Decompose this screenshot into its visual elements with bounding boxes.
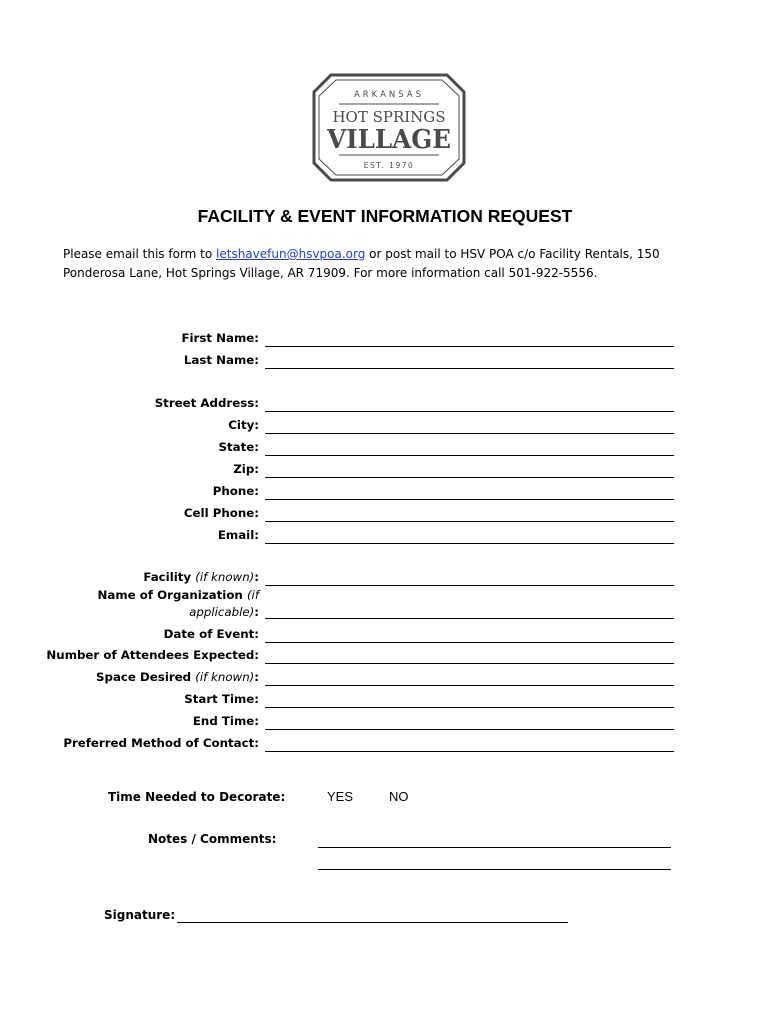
space-label-text: Space Desired [96, 670, 192, 684]
city-field[interactable] [265, 433, 674, 434]
facility-label: Facility (if known): [143, 570, 259, 584]
logo-arkansas: ARKANSAS [353, 90, 425, 100]
email-row [0, 524, 770, 544]
state-row [0, 436, 770, 456]
last-name-label: Last Name: [183, 353, 259, 367]
notes-line-1[interactable] [318, 847, 671, 848]
cell-phone-row [0, 502, 770, 522]
space-field[interactable] [265, 685, 674, 686]
street-row [0, 392, 770, 412]
notes-line-2[interactable] [318, 869, 671, 870]
street-label: Street Address: [154, 396, 259, 410]
space-note: (if known) [195, 670, 255, 684]
organization-label: Name of Organization (if applicable): [97, 588, 259, 619]
logo-hot-springs: HOT SPRINGS [332, 108, 446, 126]
decorate-label: Time Needed to Decorate: [108, 790, 286, 804]
signature-line[interactable] [177, 922, 568, 923]
city-label: City: [228, 418, 259, 432]
email-field[interactable] [265, 543, 674, 544]
last-name-field[interactable] [265, 368, 674, 369]
space-row [0, 666, 770, 686]
end-time-row [0, 710, 770, 730]
logo-est: EST. 1970 [363, 161, 415, 170]
decorate-yes-option[interactable]: YES [327, 789, 354, 804]
facility-label-text: Facility [143, 570, 192, 584]
last-name-row [0, 349, 770, 369]
attendees-label: Number of Attendees Expected: [46, 648, 259, 662]
end-time-field[interactable] [265, 729, 674, 730]
zip-field[interactable] [265, 477, 674, 478]
first-name-field[interactable] [265, 346, 674, 347]
space-label: Space Desired (if known): [96, 670, 259, 684]
organization-note-1: (if [246, 588, 259, 602]
cell-phone-field[interactable] [265, 521, 674, 522]
organization-note-2: applicable) [189, 605, 255, 619]
decorate-no-option[interactable]: NO [389, 789, 409, 804]
signature-label: Signature: [104, 908, 176, 922]
contact-method-row [0, 732, 770, 752]
contact-method-field[interactable] [265, 751, 674, 752]
start-time-label: Start Time: [184, 692, 259, 706]
street-field[interactable] [265, 411, 674, 412]
hot-springs-village-logo [309, 65, 469, 190]
phone-label: Phone: [212, 484, 259, 498]
date-row [0, 623, 770, 643]
email-label: Email: [217, 528, 259, 542]
start-time-field[interactable] [265, 707, 674, 708]
first-name-row [0, 327, 770, 347]
zip-label: Zip: [233, 462, 259, 476]
form-title: FACILITY & EVENT INFORMATION REQUEST [197, 206, 573, 226]
logo-village: VILLAGE [326, 125, 451, 155]
state-field[interactable] [265, 455, 674, 456]
intro-paragraph [63, 245, 703, 282]
facility-note: (if known) [195, 570, 255, 584]
zip-row [0, 458, 770, 478]
email-link[interactable]: letshavefun@hsvpoa.org [216, 247, 366, 261]
phone-field[interactable] [265, 499, 674, 500]
contact-method-label: Preferred Method of Contact: [63, 736, 259, 750]
organization-label-text: Name of Organization [97, 588, 243, 602]
end-time-label: End Time: [192, 714, 259, 728]
date-label: Date of Event: [163, 627, 259, 641]
city-row [0, 414, 770, 434]
start-time-row [0, 688, 770, 708]
cell-phone-label: Cell Phone: [183, 506, 259, 520]
intro-text-after: or post mail to HSV POA c/o Facility Rentals, 150 Ponderosa Lane, Hot Springs Village, AR 71909. For more information call 501-922-5556. [63, 247, 660, 280]
attendees-row [0, 644, 770, 664]
phone-row [0, 480, 770, 500]
state-label: State: [218, 440, 259, 454]
intro-text-before: Please email this form to [63, 247, 217, 261]
first-name-label: First Name: [181, 331, 259, 345]
organization-row [0, 599, 770, 619]
date-field[interactable] [265, 642, 674, 643]
facility-field[interactable] [265, 585, 674, 586]
organization-field[interactable] [265, 618, 674, 619]
facility-row [0, 566, 770, 586]
notes-label: Notes / Comments: [148, 832, 277, 846]
attendees-field[interactable] [265, 663, 674, 664]
